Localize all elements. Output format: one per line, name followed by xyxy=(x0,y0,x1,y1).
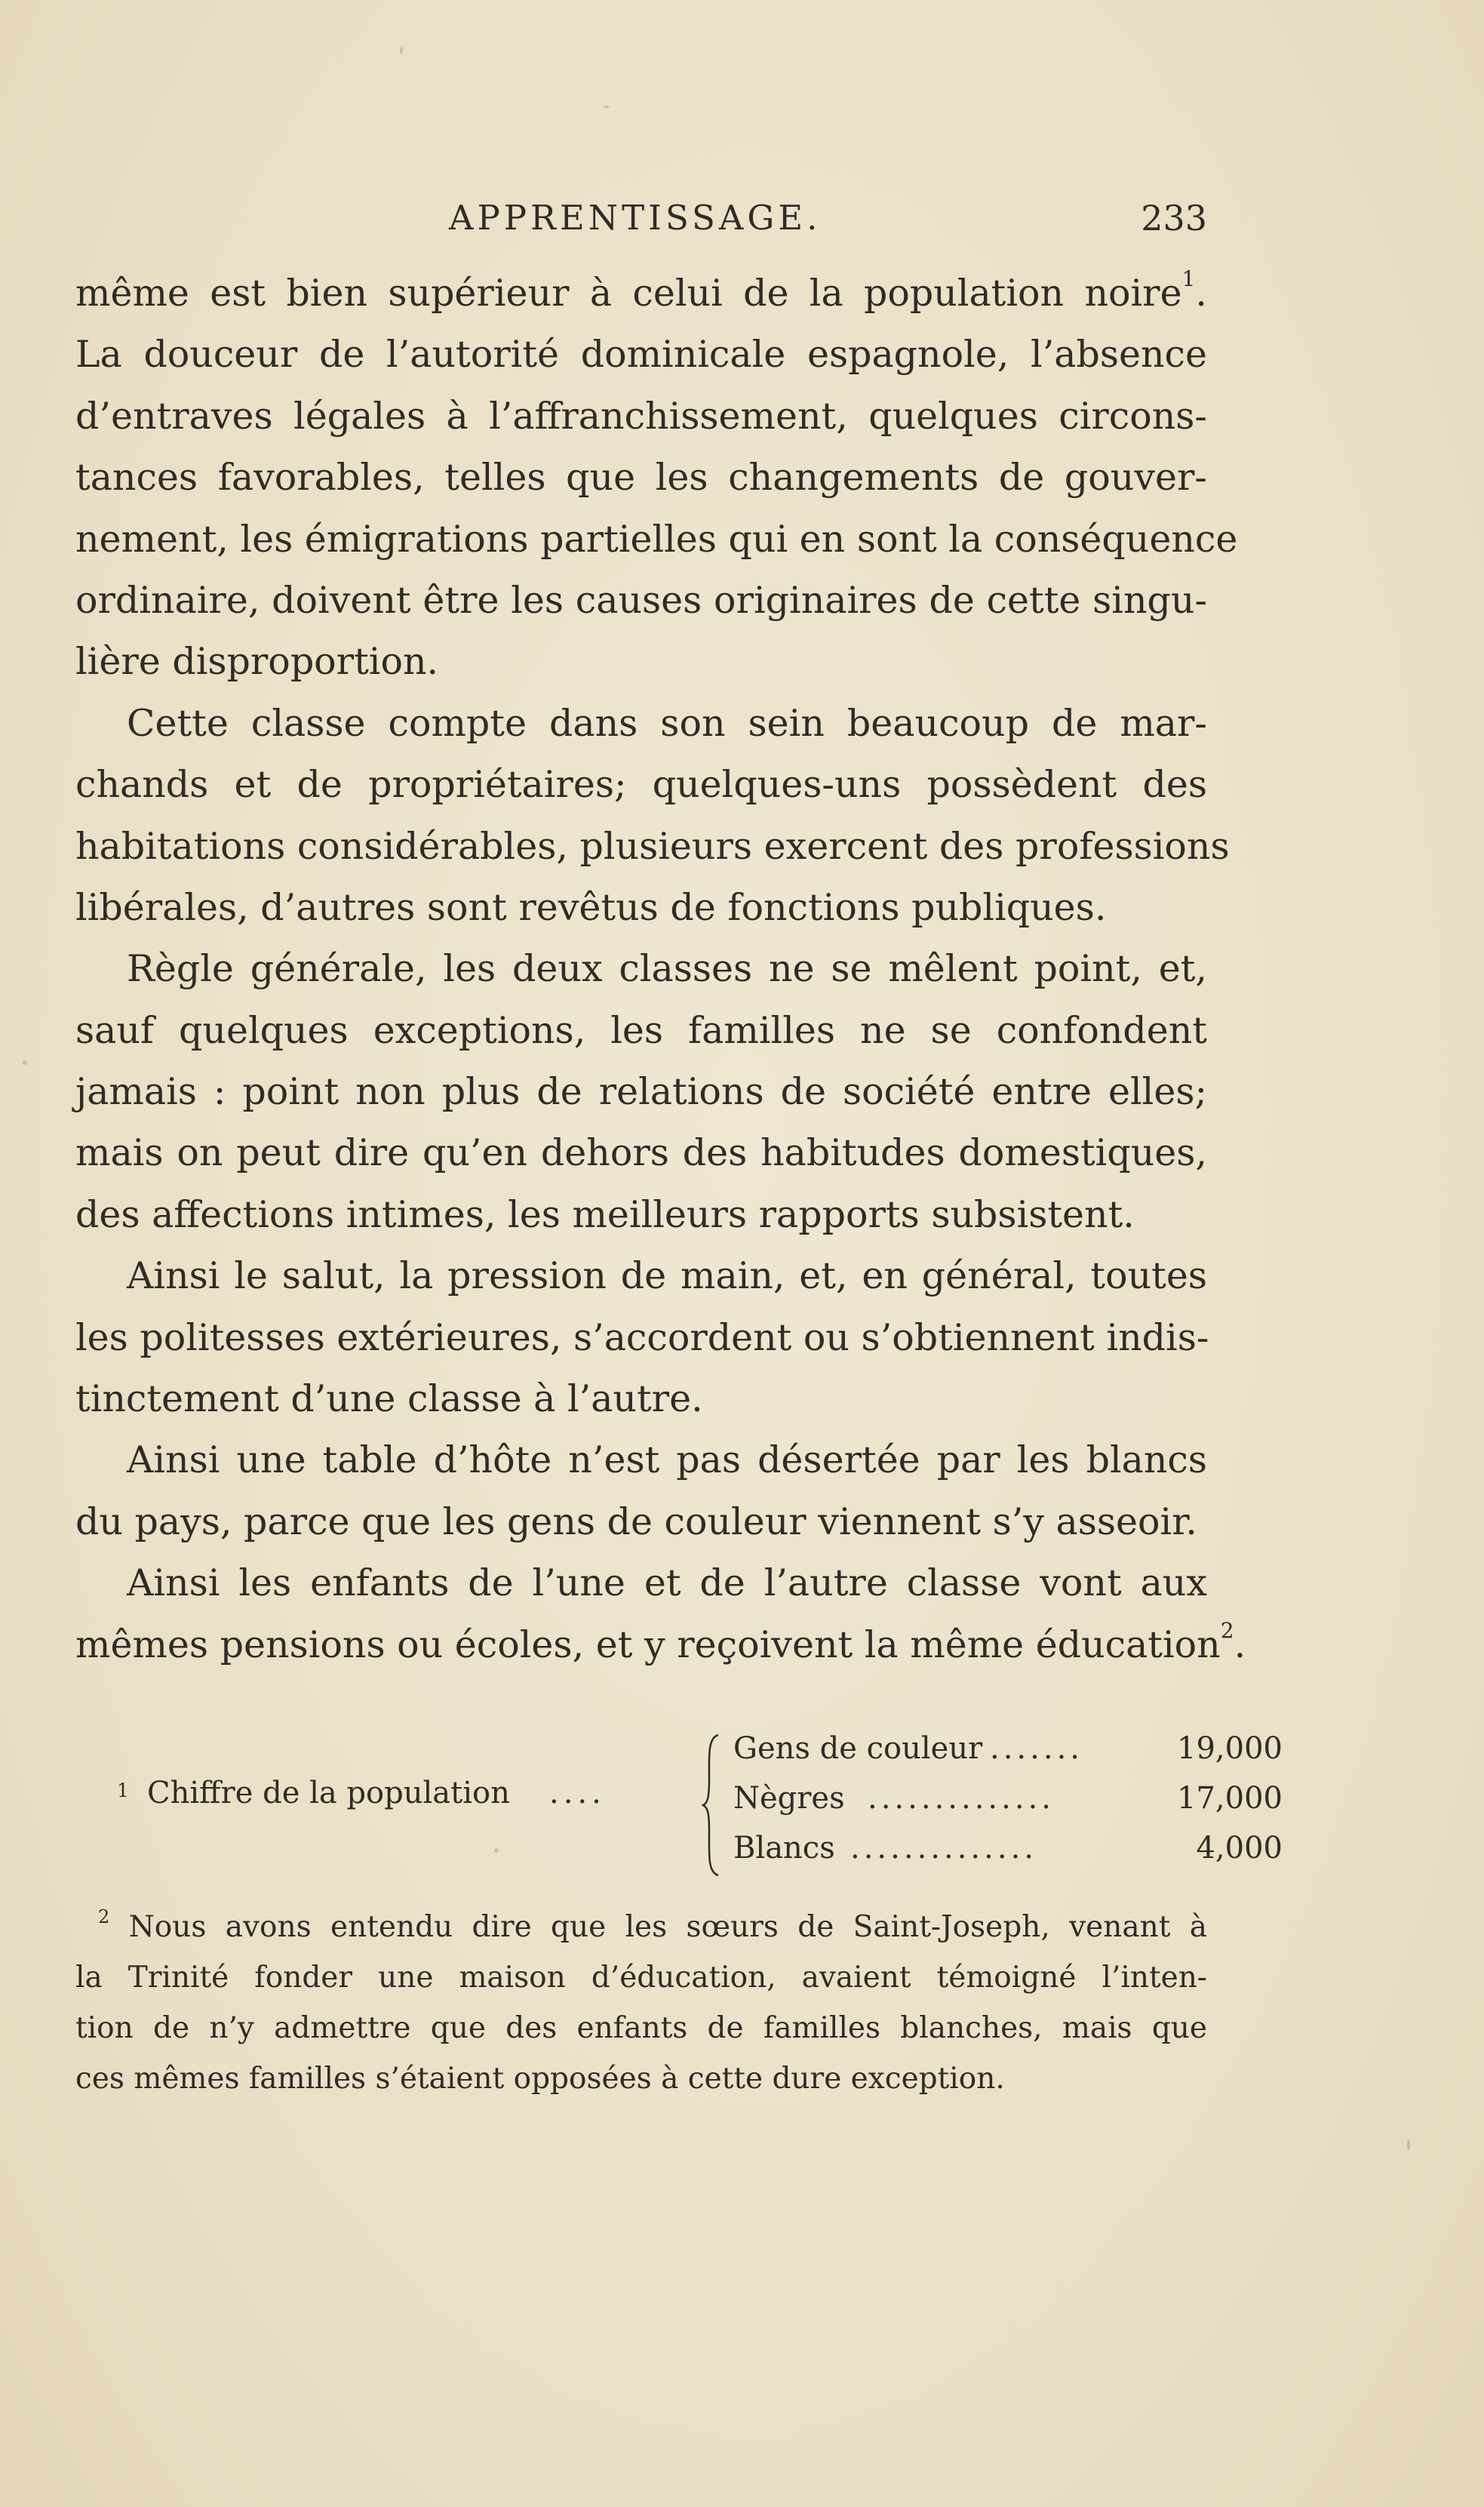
row-value: 17,000 xyxy=(1177,1781,1283,1816)
text-line: tances favorables, telles que les changements de gouver- xyxy=(75,456,1207,500)
text-line: Ainsi les enfants de l’une et de l’autre classe vont aux xyxy=(127,1561,1207,1605)
table-row xyxy=(733,1776,1283,1821)
footnote-2 xyxy=(75,1902,1207,2104)
footnote-ref-2: 2 xyxy=(1220,1617,1234,1643)
text-line: nement, les émigrations partielles qui en sont la conséquence xyxy=(75,517,1238,561)
page-number: 233 xyxy=(1141,198,1207,238)
text-line: libérales, d’autres sont revêtus de fonctions publiques. xyxy=(75,885,1107,929)
text-line: Ainsi une table d’hôte n’est pas désertée par les blancs xyxy=(127,1438,1207,1482)
text-line: lière disproportion. xyxy=(75,640,439,684)
brace-icon xyxy=(702,1733,721,1877)
leader-dots: .... xyxy=(549,1776,606,1810)
text-line: mais on peut dire qu’en dehors des habitudes domestiques, xyxy=(75,1131,1207,1175)
text-line: d’entraves légales à l’affranchissement, quelques circons- xyxy=(75,394,1207,438)
text-line: Ainsi le salut, la pression de main, et, en général, toutes xyxy=(127,1254,1207,1298)
body-text xyxy=(75,263,1246,1675)
paper-speck xyxy=(604,106,610,108)
paper-speck xyxy=(400,47,403,54)
footnote-line: la Trinité fonder une maison d’éducation, avaient témoigné l’inten- xyxy=(75,1961,1207,1995)
text-line: ordinaire, doivent être les causes originaires de cette singu- xyxy=(75,578,1207,622)
footnote-marker-2: 2 xyxy=(98,1906,110,1927)
row-value: 4,000 xyxy=(1196,1831,1283,1866)
text-line: sauf quelques exceptions, les familles ne se confondent xyxy=(75,1008,1207,1052)
text-line: La douceur de l’autorité dominicale espagnole, l’absence xyxy=(75,333,1207,377)
text-line: Cette classe compte dans son sein beaucoup de mar- xyxy=(127,701,1207,745)
text-line: des affections intimes, les meilleurs rapports subsistent. xyxy=(75,1192,1135,1236)
table-row xyxy=(733,1726,1283,1771)
population-label: Chiffre de la population xyxy=(147,1776,510,1810)
leader-dots: .............. xyxy=(850,1831,1038,1866)
paper-speck xyxy=(494,1848,499,1853)
paper-speck xyxy=(1407,2139,1410,2150)
footnote-population-table: 1 Chiffre de la population .... Gens de couleur ....... 19,000 Nègres .............. 17,000 Blancs .............. 4,000 xyxy=(75,1724,1207,1890)
leader-dots: .............. xyxy=(868,1781,1055,1816)
footnote-line: tion de n’y admettre que des enfants de familles blanches, mais que xyxy=(75,2011,1207,2045)
footnote-ref-1: 1 xyxy=(1181,266,1196,291)
text-line: mêmes pensions ou écoles, et y reçoivent la même éducation$^2$. xyxy=(75,1617,1246,1666)
table-row xyxy=(733,1826,1283,1871)
text-line: même est bien supérieur à celui de la population noire$^1$. xyxy=(75,266,1207,315)
leader-dots: ....... xyxy=(990,1731,1084,1766)
text-line: tinctement d’une classe à l’autre. xyxy=(75,1377,703,1421)
row-label: Gens de couleur xyxy=(733,1731,983,1766)
text-line: du pays, parce que les gens de couleur viennent s’y asseoir. xyxy=(75,1500,1197,1543)
running-head xyxy=(75,198,1207,251)
text-line: habitations considérables, plusieurs exercent des professions xyxy=(75,824,1230,868)
footnote-line: $^2$ Nous avons entendu dire que les sœurs de Saint-Joseph, venant à xyxy=(98,1906,1207,1944)
text-line: Règle générale, les deux classes ne se mêlent point, et, xyxy=(127,947,1207,991)
text-line: jamais : point non plus de relations de société entre elles; xyxy=(75,1070,1207,1114)
row-label: Blancs xyxy=(733,1831,835,1866)
text-line: les politesses extérieures, s’accordent ou s’obtiennent indis- xyxy=(75,1315,1209,1359)
text-line: chands et de propriétaires; quelques-uns possèdent des xyxy=(75,763,1207,807)
row-value: 19,000 xyxy=(1177,1731,1283,1766)
footnote-line: ces mêmes familles s’étaient opposées à cette dure exception. xyxy=(75,2062,1005,2096)
paper-speck xyxy=(23,1060,27,1065)
running-title: APPRENTISSAGE. xyxy=(449,198,822,238)
row-label: Nègres xyxy=(733,1781,845,1816)
